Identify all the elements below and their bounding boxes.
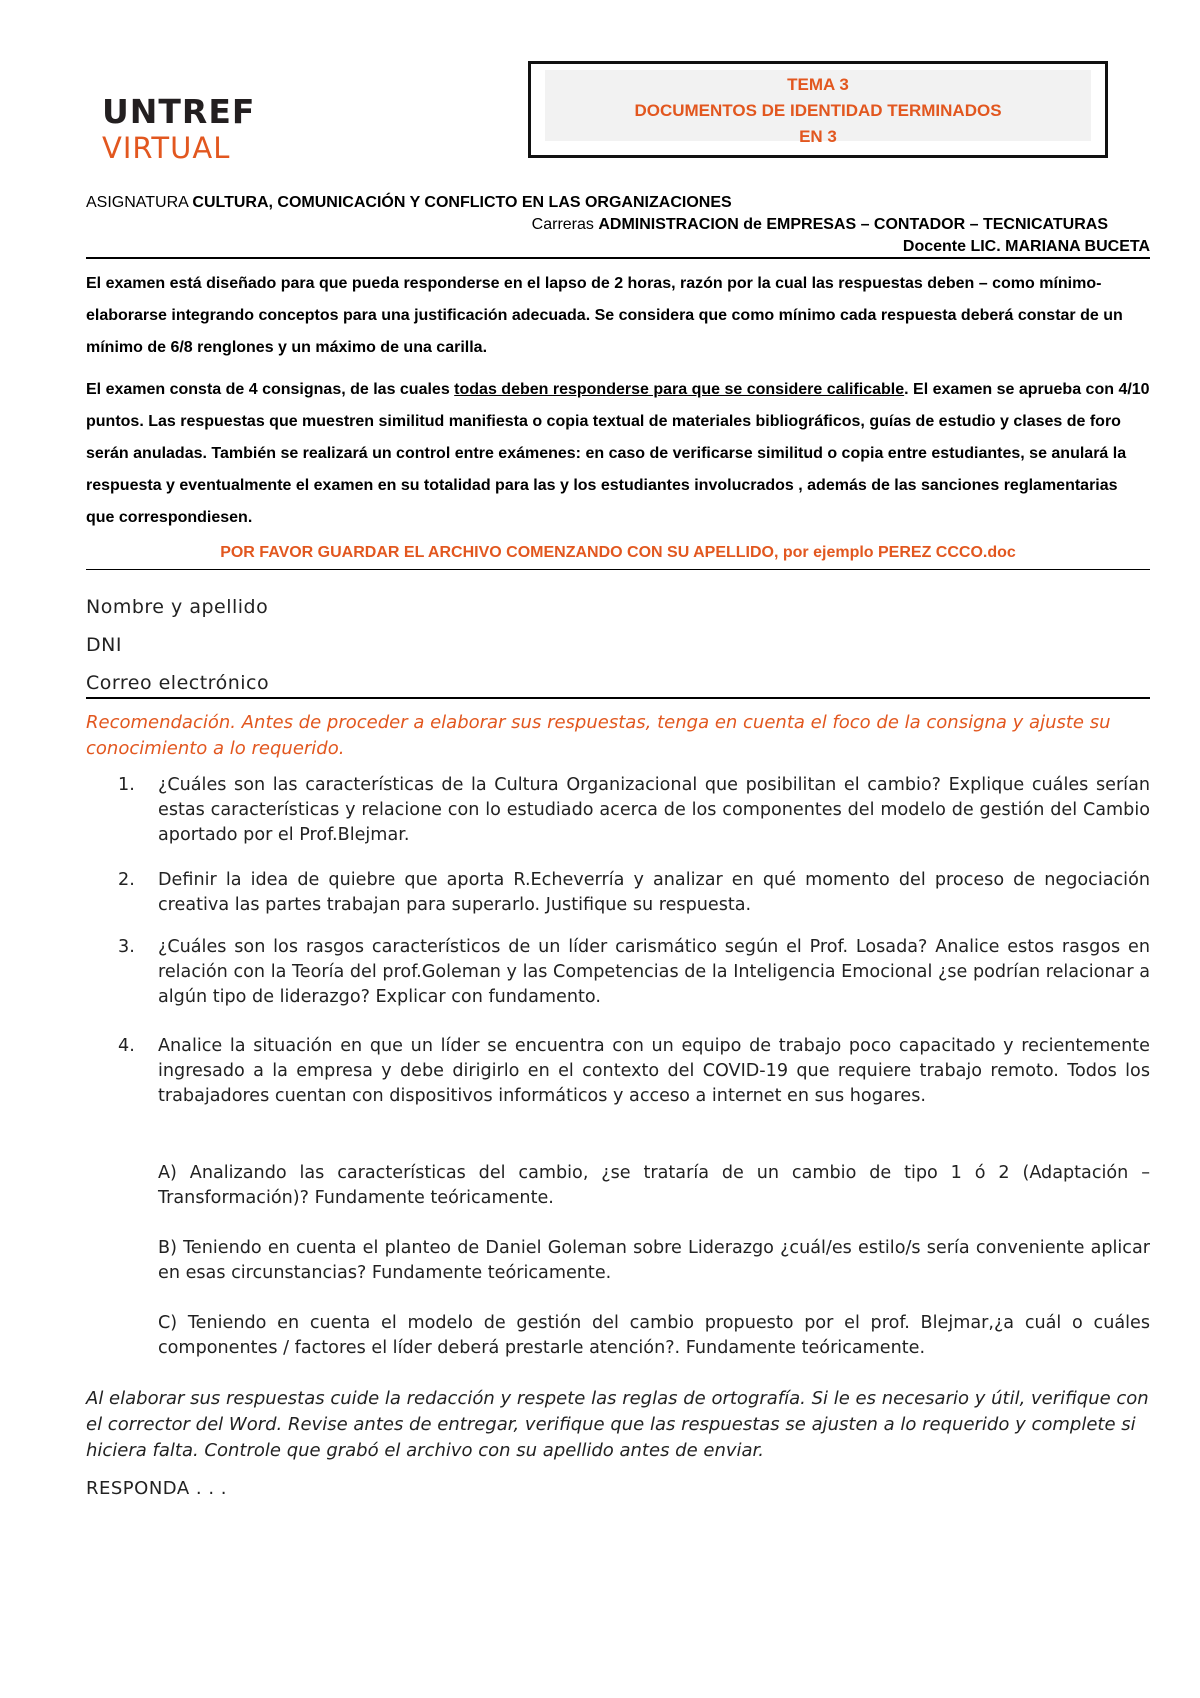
untref-logo [102,92,256,165]
instructions-paragraph-2 [86,374,1150,534]
carreras-label: Carreras [531,216,599,233]
question-text: Analice la situación en que un líder se encuentra con un equipo de trabajo poco capacitado y recientemente ingresado a la empresa y debe dirigirlo en el contexto del COVID-19 que requiere trabajo remoto. Todos los trabajadores cuentan con dispositivos informáticos y acceso a internet en sus hogares. [158,1036,1150,1106]
field-dni: DNI [86,634,122,656]
question-4 [118,1034,1150,1109]
logo-line-untref: UNTREF [102,92,256,131]
subquestion-c: C) Teniendo en cuenta el modelo de gestión del cambio propuesto por el prof. Blejmar,¿a cuál o cuáles componentes / factores el líder deberá prestarle atención?. Fundamente teóricamente. [158,1313,1150,1358]
logo-line-virtual: VIRTUAL [102,131,231,165]
final-note: Al elaborar sus respuestas cuide la redacción y respete las reglas de ortografía. Si le es necesario y útil, verifique con el corrector del Word. Revise antes de entregar, verifique que las respuestas se ajusten a lo requerido y complete si hiciera falta. Controle que grabó el archivo con su apellido antes de enviar. [86,1388,1149,1461]
field-nombre-apellido: Nombre y apellido [86,596,269,618]
recommendation: Recomendación. Antes de proceder a elaborar sus respuestas, tenga en cuenta el foco de la consigna y ajuste su conocimiento a lo requerido. [86,712,1111,759]
question-3 [118,935,1150,1010]
instructions-p2-underlined: todas deben responderse para que se considere calificable [454,381,905,398]
question-text: ¿Cuáles son las características de la Cultura Organizacional que posibilitan el cambio? Explique cuáles serían estas características y relacione con lo estudiado acerca de los componentes del modelo de gestión del Cambio aportado por el Prof.Blejmar. [158,775,1150,845]
carreras-line [532,216,1108,234]
asignatura-line [86,194,732,212]
question-text: Definir la idea de quiebre que aporta R.Echeverría y analizar en qué momento del proceso de negociación creativa las partes trabajan para superarlo. Justifique su respuesta. [158,870,1150,915]
exam-instructions [86,268,1150,534]
question-2 [118,868,1150,918]
tema-content [545,70,1091,146]
instructions-p2-start: El examen consta de 4 consignas, de las cuales [86,381,455,398]
question-number: 1. [118,775,135,795]
subquestion-b: B) Teniendo en cuenta el planteo de Daniel Goleman sobre Liderazgo ¿cuál/es estilo/s sería conveniente aplicar en esas circunstancias? Fundamente teóricamente. [158,1238,1150,1283]
question-number: 2. [118,870,135,890]
tema-box [528,61,1108,158]
instructions-paragraph-1: El examen está diseñado para que pueda responderse en el lapso de 2 horas, razón por la cual las respuestas deben – como mínimo- elaborarse integrando conceptos para una justificación adecuada. Se considera que como mínimo cada respuesta deberá constar de un mínimo de 6/8 renglones y un máximo de una carilla. [86,275,1123,356]
asignatura-value: CULTURA, COMUNICACIÓN Y CONFLICTO EN LAS ORGANIZACIONES [192,194,732,211]
question-number: 4. [118,1036,135,1056]
field-correo: Correo electrónico [86,672,270,694]
divider [86,697,1150,699]
save-file-notice: POR FAVOR GUARDAR EL ARCHIVO COMENZANDO CON SU APELLIDO, por ejemplo PEREZ CCCO.doc [220,544,1016,561]
asignatura-label: ASIGNATURA [86,194,193,211]
tema-subtitle: DOCUMENTOS DE IDENTIDAD TERMINADOS [634,101,1002,120]
subquestion-a: A) Analizando las características del cambio, ¿se trataría de un cambio de tipo 1 ó 2 (Adaptación – Transformación)? Fundamente teóricamente. [158,1163,1150,1208]
docente-line: Docente LIC. MARIANA BUCETA [902,238,1150,255]
divider [86,257,1150,259]
tema-subtitle-2: EN 3 [799,127,837,146]
instructions-p2-end: . El examen se aprueba con 4/10 puntos. Las respuestas que muestren similitud manifiesta o copia textual de materiales bibliográficos, guías de estudio y clases de foro serán anuladas. También se realizará un control entre exámenes: en caso de verificarse similitud o copia entre estudiantes, se anulará la respuesta y eventualmente el examen en su totalidad para las y los estudiantes involucrados , además de las sanciones reglamentarias que correspondiesen. [86,381,1150,526]
carreras-value: ADMINISTRACION de EMPRESAS – CONTADOR – TECNICATURAS [598,216,1108,233]
question-text: ¿Cuáles son los rasgos característicos de un líder carismático según el Prof. Losada? Analice estos rasgos en relación con la Teoría del prof.Goleman y las Competencias de la Inteligencia Emocional ¿se podrían relacionar a algún tipo de liderazgo? Explicar con fundamento. [158,937,1150,1007]
tema-title: TEMA 3 [787,75,849,94]
responda-prompt: RESPONDA . . . [86,1478,227,1499]
divider [86,569,1150,570]
question-1 [118,773,1150,848]
question-number: 3. [118,937,135,957]
